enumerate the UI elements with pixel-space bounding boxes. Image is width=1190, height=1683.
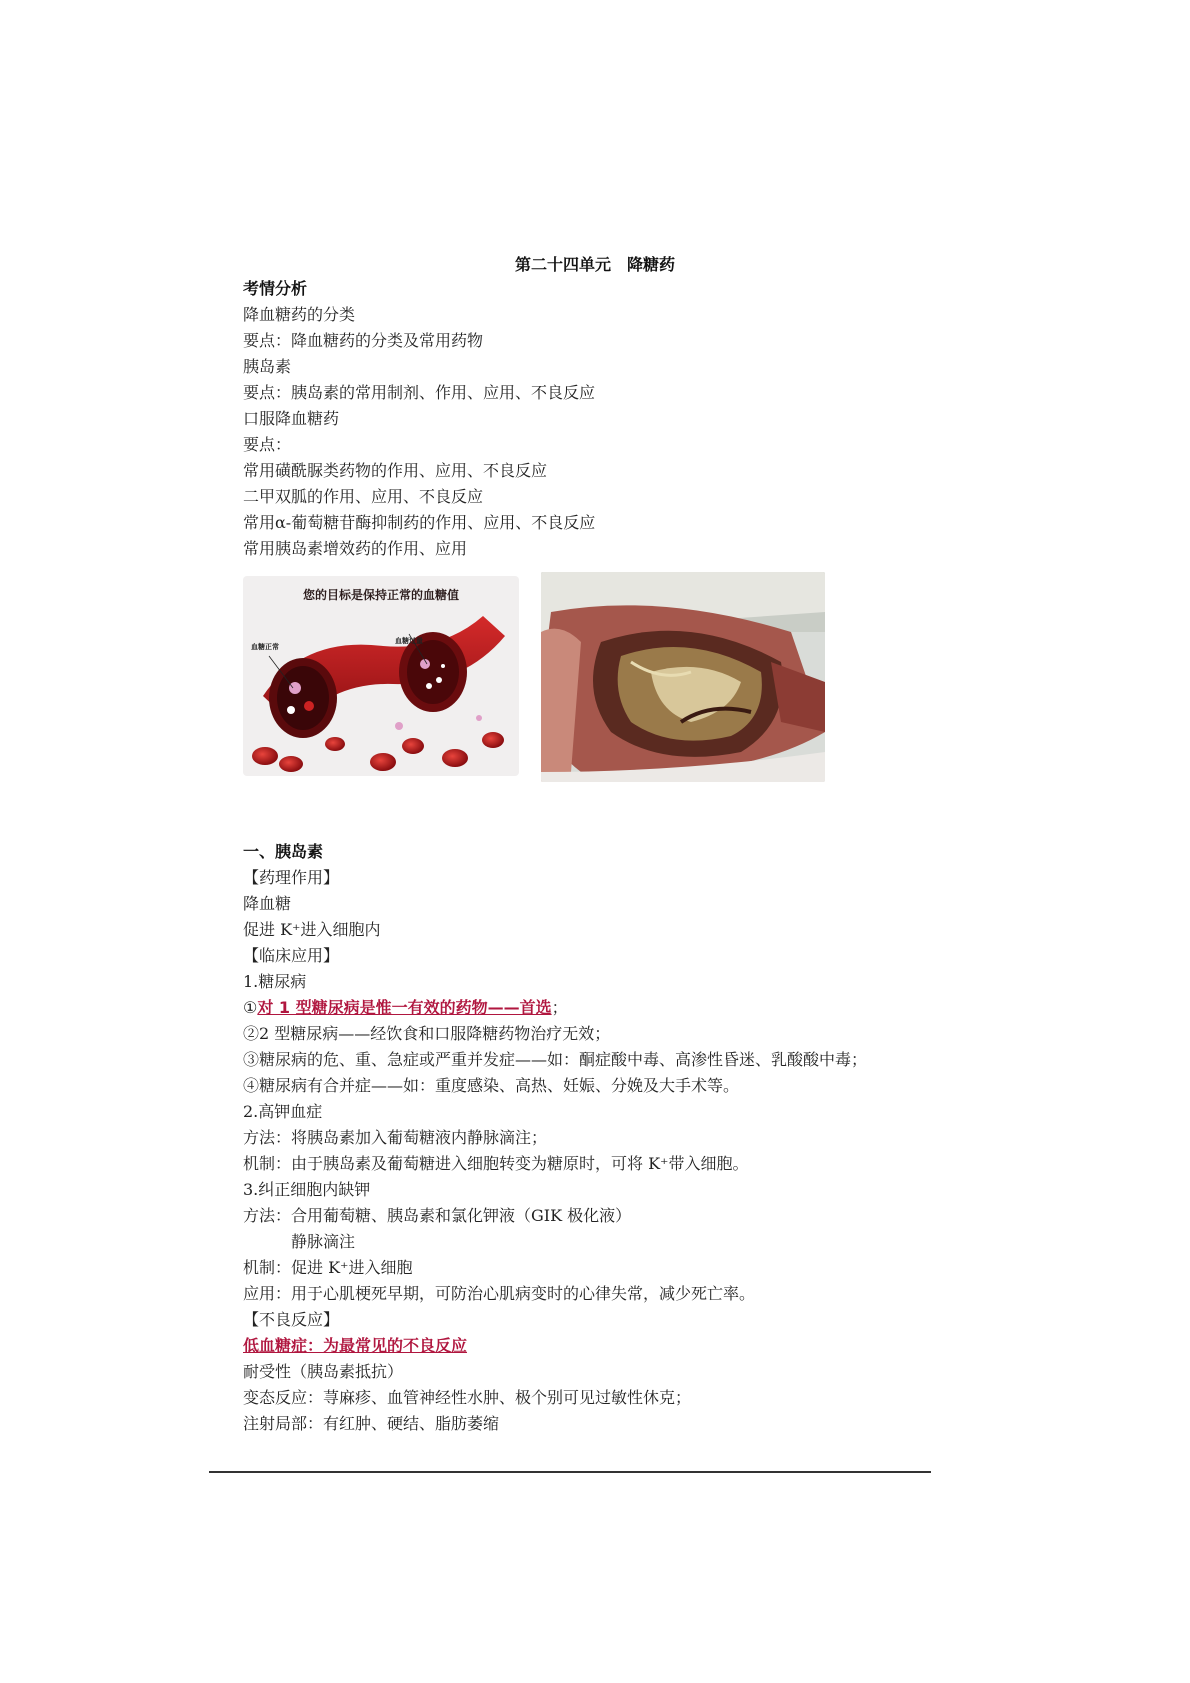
label-normal: 血糖正常: [251, 643, 279, 651]
analysis-line: 胰岛素: [243, 357, 292, 376]
figure-caption: 您的目标是保持正常的血糖值: [302, 588, 459, 602]
section-heading: 一、胰岛素: [243, 842, 324, 861]
adverse-line: 注射局部：有红肿、硬结、脂肪萎缩: [243, 1414, 500, 1433]
item-3: ③糖尿病的危、重、急症或严重并发症——如：酮症酸中毒、高渗性昏迷、乳酸酸中毒；: [243, 1050, 868, 1069]
subsection-heading-pharmacology: 【药理作用】: [243, 868, 340, 887]
analysis-line: 降血糖药的分类: [243, 305, 356, 324]
analysis-line: 口服降血糖药: [243, 409, 340, 428]
analysis-line: 常用磺酰脲类药物的作用、应用、不良反应: [243, 461, 548, 480]
hypokalemia-heading: 3.纠正细胞内缺钾: [243, 1180, 371, 1199]
hypokalemia-method-cont: 静脉滴注: [291, 1232, 356, 1251]
analysis-line: 要点：: [243, 435, 292, 454]
foot-ulcer-drawing: [541, 572, 825, 782]
pharm-line: 促进 K⁺进入细胞内: [243, 920, 381, 939]
figure-row: [243, 572, 833, 782]
analysis-line: 常用α-葡萄糖苷酶抑制药的作用、应用、不良反应: [243, 513, 596, 532]
subsection-heading-clinical: 【临床应用】: [243, 946, 340, 965]
unit-title: 第二十四单元 降糖药: [514, 255, 675, 274]
hypokalemia-mechanism: 机制：促进 K⁺进入细胞: [243, 1258, 413, 1277]
analysis-heading: 考情分析: [243, 279, 308, 298]
hypokalemia-method: 方法：合用葡萄糖、胰岛素和氯化钾液（GIK 极化液）: [243, 1206, 632, 1225]
subsection-heading-adverse: 【不良反应】: [243, 1310, 340, 1329]
adverse-emphasis-text: 低血糖症：为最常见的不良反应: [243, 1336, 468, 1355]
item-4: ④糖尿病有合并症——如：重度感染、高热、妊娠、分娩及大手术等。: [243, 1076, 740, 1095]
label-high: 血糖过量: [395, 637, 423, 645]
item-1-emphasis: 对 1 型糖尿病是惟一有效的药物——首选: [257, 998, 552, 1017]
item-2: ②2 型糖尿病——经饮食和口服降糖药物治疗无效；: [243, 1024, 611, 1043]
analysis-line: 常用胰岛素增效药的作用、应用: [243, 539, 468, 558]
analysis-line: 二甲双胍的作用、应用、不良反应: [243, 487, 484, 506]
adverse-emphasis: [243, 1333, 943, 1359]
analysis-block: [243, 276, 943, 562]
hypokalemia-application: 应用：用于心肌梗死早期，可防治心肌病变时的心律失常，减少死亡率。: [243, 1284, 756, 1303]
item-1-marker: ①: [243, 998, 258, 1017]
pharm-line: 降血糖: [243, 894, 292, 913]
diabetes-heading: 1.糖尿病: [243, 972, 307, 991]
adverse-line: 耐受性（胰岛素抵抗）: [243, 1362, 404, 1381]
item-1: [243, 995, 943, 1021]
item-1-suffix: ；: [551, 998, 568, 1017]
analysis-line: 要点：降血糖药的分类及常用药物: [243, 331, 484, 350]
insulin-section: [243, 839, 943, 1437]
diabetic-foot-photo: [541, 572, 825, 782]
blood-vessel-drawing: [243, 576, 519, 776]
blood-vessel-illustration: [243, 576, 519, 776]
hyperkalemia-method: 方法：将胰岛素加入葡萄糖液内静脉滴注；: [243, 1128, 548, 1147]
hyperkalemia-heading: 2.高钾血症: [243, 1102, 323, 1121]
bottom-rule: [209, 1471, 931, 1473]
adverse-line: 变态反应：荨麻疹、血管神经性水肿、极个别可见过敏性休克；: [243, 1388, 692, 1407]
hyperkalemia-mechanism: 机制：由于胰岛素及葡萄糖进入细胞转变为糖原时，可将 K⁺带入细胞。: [243, 1154, 749, 1173]
analysis-line: 要点：胰岛素的常用制剂、作用、应用、不良反应: [243, 383, 596, 402]
